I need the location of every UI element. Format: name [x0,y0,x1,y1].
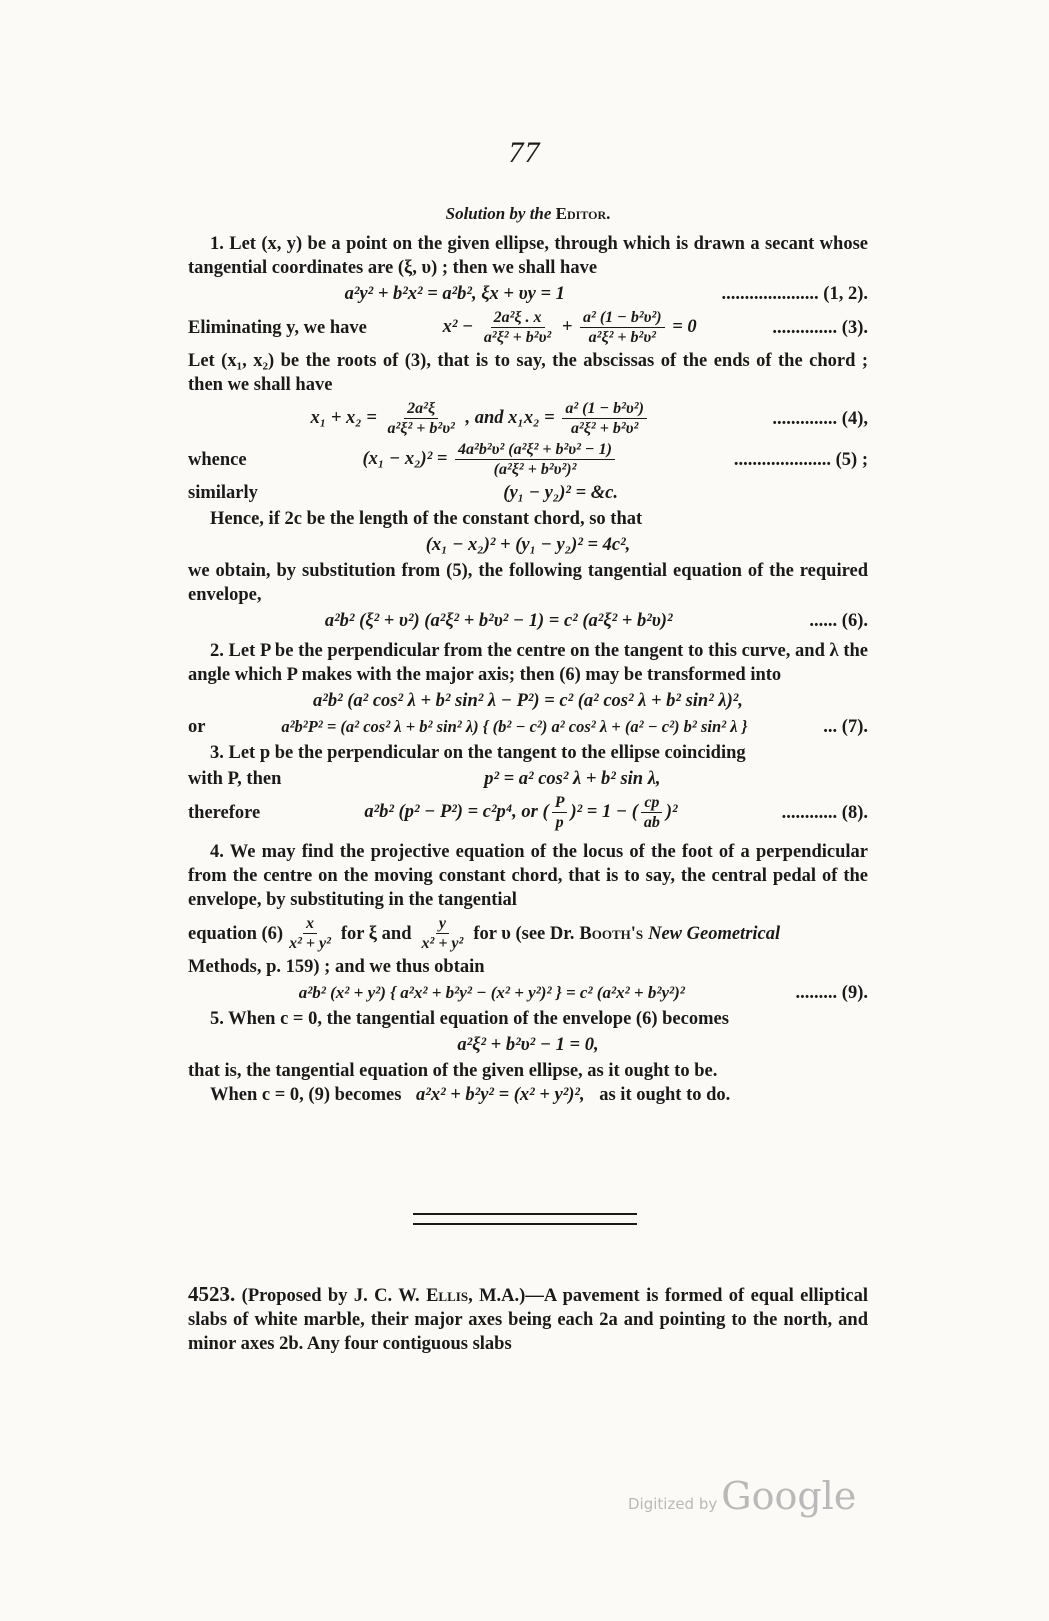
equation-8-expr: a²b² (p² − P²) = c²p⁴, or ( $\frac{P}{p}$ )² = 1 − ( $\frac{cp}{ab}$ )² [364,794,678,831]
numerator: a² (1 − b²υ²) [562,399,647,419]
heading-prefix: Solution by the [445,204,552,223]
equation-9 [188,981,868,1005]
equation-p-lead: with P, then [188,769,282,789]
paragraph-4: we obtain, by substitution from (5), the following tangential equation of the required envelope, [188,561,868,605]
equation-transformed: a²b² (a² cos² λ + b² sin² λ − P²) = c² (a² cos² λ + b² sin² λ)², [313,691,743,711]
denominator: a²ξ² + b²υ² [387,420,455,437]
equation-9-expr: a²b² (x² + y²) { a²x² + b²y² − (x² + y²)² } = c² (a²x² + b²y²)² [298,983,685,1002]
equation-p-expr: p² = a² cos² λ + b² sin λ, [484,769,661,789]
equation-3 [188,308,868,347]
equation-6-label: ...... (6). [809,611,868,631]
equation-4 [188,399,868,438]
equation-3-a: x² − [442,316,474,337]
denominator: x² + y² [421,935,464,952]
paragraph-10: that is, the tangential equation of the given ellipse, as it ought to be. [188,1061,718,1081]
fraction [385,399,458,438]
denominator: p [555,814,564,831]
denominator: (a²ξ² + b²υ²)² [493,461,577,478]
spacer [863,767,868,791]
equation-3-tail: = 0 [672,316,697,337]
paragraph-11-expr: a²x² + b²y² = (x² + y²)², [416,1085,585,1105]
equation-chord: (x₁ − x₂)² + (y₁ − y₂)² = 4c², [425,535,631,555]
denominator: a²ξ² + b²υ² [483,329,552,346]
equation-4-expr [188,399,772,438]
equation-8 [188,793,868,832]
fraction [481,308,554,347]
equation-similarly [188,481,868,505]
solution-heading [188,202,868,226]
fraction [562,399,647,438]
fraction [286,914,334,953]
equation-4-label: .............. (4), [772,408,868,429]
denominator: ab [643,814,660,831]
equation-8-lead: therefore [188,802,261,823]
book-title: New Geometrical [648,923,781,944]
equation-6 [188,609,868,633]
equation-4-lhs: x₁ + x₂ = [310,407,377,428]
paragraph-2: Let (x₁, x₂) be the roots of (3), that is to say, the abscissas of the ends of the chord ; then we shall have [188,351,868,395]
equation-9-label: ......... (9). [795,983,868,1003]
plus-sign: + [561,316,573,337]
paragraph-7: 4. We may find the projective equation of the locus of the foot of a perpendicular from the centre on the moving constant chord, that is to say, the central pedal of the envelope, by substituting in the tangential [188,842,868,910]
equation-5-label: ..................... (5) ; [733,449,868,470]
paragraph-1: 1. Let (x, y) be a point on the given ellipse, through which is drawn a secant whose tangential coordinates are (ξ, υ) ; then we shall have [188,234,868,278]
problem-text: , M.A.)—A pavement is formed of equal elliptical slabs of white marble, their major axes being each 2a and pointing to the north, and minor axes 2b. Any four contiguous slabs [188,1286,869,1354]
equation-3-lead: Eliminating y, we have [188,317,367,338]
problem-author: Ellis [426,1286,469,1306]
equation-6-expr: a²b² (ξ² + υ²) (a²ξ² + b²υ² − 1) = c² (a²ξ² + b²υ)² [324,611,673,631]
equation-5-lhs: (x₁ − x₂)² = [362,448,448,469]
numerator: 2a²ξ . x [491,308,545,328]
paragraph-11-b: as it ought to do. [599,1085,731,1105]
substitution-a: equation (6) [188,923,284,944]
spacer [863,481,868,505]
numerator: cp [641,793,662,813]
substitution-c: for υ (see Dr. [473,923,575,944]
equation-7-label: ... (7). [823,717,868,737]
problem-intro: (Proposed by J. C. W. [241,1286,420,1306]
equation-5 [188,440,868,479]
denominator: a²ξ² + b²υ² [570,420,639,437]
numerator: x [303,914,317,934]
equation-7-expr: a²b²P² = (a² cos² λ + b² sin² λ) { (b² − c²) a² cos² λ + (a² − c²) b² sin² λ } [281,717,748,736]
similarly-lead: similarly [188,483,258,503]
paragraph-11-a: When c = 0, (9) becomes [210,1085,402,1105]
similarly-expr: (y₁ − y₂)² = &c. [503,483,618,503]
section-divider [413,1213,637,1225]
page-number: 77 [508,136,541,169]
equation-7-lead: or [188,717,206,737]
author-booth: Booth's [579,923,644,944]
problem-number: 4523. [188,1282,236,1306]
paragraph-5: 2. Let P be the perpendicular from the centre on the tangent to this curve, and λ the angle which P makes with the major axis; then (6) may be transformed into [188,641,868,685]
equation-1-2 [188,282,868,306]
problem-4523 [188,1282,868,1356]
equation-7 [188,715,868,739]
equation-1-2-expr: a²y² + b²x² = a²b², ξx + υy = 1 [344,284,565,304]
fraction [580,308,665,347]
equation-ellipse: a²ξ² + b²υ² − 1 = 0, [457,1035,599,1055]
equation-substitution [188,914,868,953]
equation-8-square: ² [672,801,678,822]
numerator: 4a²b²υ² (a²ξ² + b²υ² − 1) [455,440,615,460]
denominator: x² + y² [289,935,331,952]
equation-3-expr [367,308,773,347]
watermark-small: Digitized by [628,1495,718,1513]
equation-5-expr [247,440,734,479]
substitution-b: for ξ and [340,923,412,944]
google-watermark [628,1474,856,1518]
fraction [552,793,568,832]
paragraph-3: Hence, if 2c be the length of the constant chord, so that [210,509,643,529]
equation-8-label: ............ (8). [781,802,868,823]
paragraph-11 [188,1083,868,1107]
equation-1-2-label: ..................... (1, 2). [721,284,868,304]
heading-name: Editor. [555,204,611,223]
fraction [455,440,615,479]
equation-4-mid: , and x₁x₂ = [465,407,555,428]
solution-column [188,196,868,1107]
numerator: P [552,793,568,813]
fraction [641,793,663,832]
denominator: a²ξ² + b²υ² [588,329,656,346]
fraction [419,914,467,953]
numerator: a² (1 − b²υ²) [580,308,665,328]
numerator: y [436,914,449,934]
equation-5-lead: whence [188,449,247,470]
watermark-logo: Google [721,1474,857,1518]
paragraph-8: Methods, p. 159) ; and we thus obtain [188,957,485,977]
paragraph-9: 5. When c = 0, the tangential equation of the envelope (6) becomes [210,1009,729,1029]
equation-8-a: a²b² (p² − P²) = c²p⁴, or [364,801,538,822]
numerator: 2a²ξ [404,399,438,419]
equation-p [188,767,868,791]
paragraph-6: 3. Let p be the perpendicular on the tangent to the ellipse coinciding [210,743,746,763]
equation-3-label: .............. (3). [772,317,868,338]
equation-8-mid: ² = 1 − [576,801,628,822]
